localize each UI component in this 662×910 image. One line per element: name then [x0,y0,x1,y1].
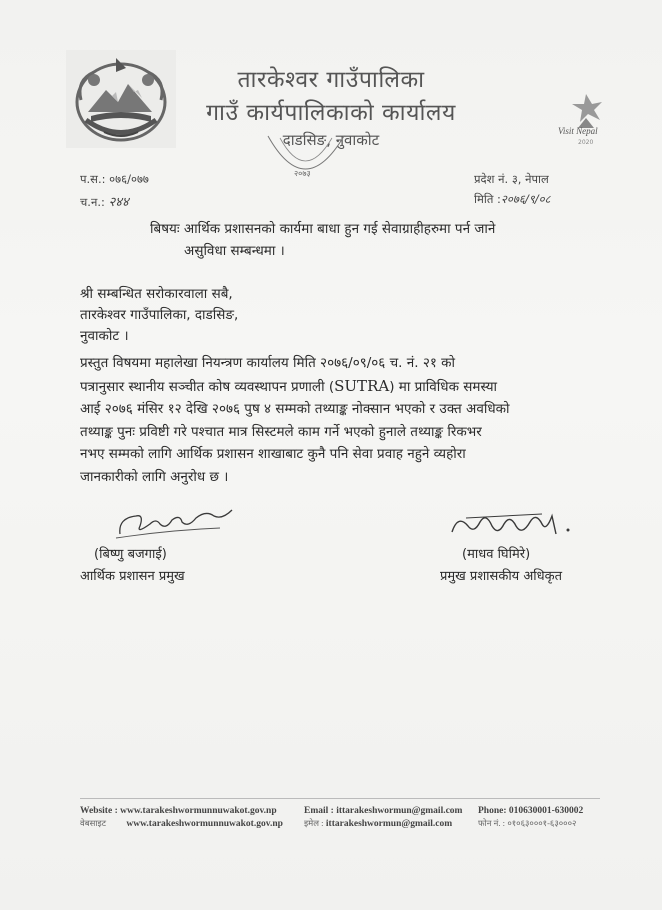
stamp-year: २०७३ [294,169,311,178]
subject [150,218,590,262]
cn-label: च.न.: [80,195,105,209]
right-signatory-title: प्रमुख प्रशासकीय अधिकृत [440,569,563,584]
website-link-2[interactable]: www.tarakeshwormunnuwakot.gov.np [126,819,283,829]
right-signature [446,508,576,546]
body-line-2 [80,375,586,399]
office-location: दाडसिङ, नुवाकोट [282,131,380,149]
phone-number-np: ०१०६३०००१-६३०००२ [507,818,577,828]
body-line-2a: पत्रानुसार स्थानीय सञ्चीत कोष व्यवस्थापन प्रणाली ( [80,378,335,395]
body-line-2c: ) मा प्राविधिक समस्या [389,378,498,395]
addressee-line-1: श्री सम्बन्धित सरोकारवाला सबै, [80,286,233,302]
office-name: गाउँ कार्यपालिकाको कार्यालय [206,100,456,126]
office-stamp [240,132,370,194]
website-label-np: वेबसाइट [80,818,106,828]
website-link[interactable]: www.tarakeshwormunnuwakot.gov.np [120,806,277,816]
date-value: २०७६/९/०८ [500,192,551,206]
addressee-line-2: तारकेश्वर गाउँपालिका, दाडसिङ, [80,307,239,323]
footer-divider [80,798,600,799]
ps-label: प.स.: [80,172,106,186]
footer-website [80,806,277,816]
subject-line-1: बिषयः आर्थिक प्रशासनको कार्यमा बाधा हुन गई सेवाग्राहीहरुमा पर्न जाने [150,221,496,237]
email-label: Email : [304,806,334,816]
body-line-3: आई २०७६ मंसिर १२ देखि २०७६ पुष ४ सम्मको तथ्याङ्क नोक्सान भएको र उक्त अवधिको [80,401,510,417]
website-label: Website : [80,806,118,816]
body-line-5: नभए सम्मको लागि आर्थिक प्रशासन शाखाबाट कुनै पनि सेवा प्रवाह नहुने व्यहोरा [80,446,466,462]
left-signature [110,500,240,542]
footer-website-np [80,818,283,829]
subject-line-2: असुविधा सम्बन्धमा । [184,243,285,259]
cn-value: २४४ [108,195,129,210]
org-name: तारकेश्वर गाउँपालिका [237,67,425,93]
email-label-np: इमेल : [304,818,324,828]
ps-value: ०७६/०७७ [109,172,149,186]
letter-date [474,192,551,207]
footer-phone-np [478,818,576,829]
visit-nepal-text: Visit Nepal [558,126,598,136]
email-link-2[interactable]: ittarakeshwormun@gmail.com [325,819,453,829]
sutra-acronym: SUTRA [334,376,390,395]
province: प्रदेश नं. ३, नेपाल [474,172,549,186]
visit-nepal-icon [556,88,618,154]
phone-label-np: फोन नं. : [478,818,505,828]
body-line-4: तथ्याङ्क पुनः प्रविष्टी गरे पश्चात मात्र सिस्टमले काम गर्ने भएको हुनाले तथ्याङ्क रिकभर [80,423,482,440]
stamp-icon [240,132,370,194]
letter-body [80,352,586,488]
visit-nepal-year: 2020 [578,139,594,146]
cn-number [80,192,129,210]
footer-email [304,806,462,816]
footer-email-np [304,818,452,829]
addressee-line-3: नुवाकोट । [80,328,129,344]
visit-nepal-logo [556,88,618,154]
phone-number: 010630001-630002 [508,806,584,816]
left-signatory-name: (बिष्णु बजगाई) [94,547,167,562]
phone-label: Phone: [478,806,507,816]
body-line-6: जानकारीको लागि अनुरोध छ । [80,468,229,485]
email-link[interactable]: ittarakeshwormun@gmail.com [336,806,463,816]
left-signatory-title: आर्थिक प्रशासन प्रमुख [80,569,185,584]
ps-number [80,172,149,187]
date-label: मिति : [474,192,501,206]
footer-phone [478,806,583,816]
right-signatory-name: (माधव घिमिरे) [462,547,531,562]
body-line-1: प्रस्तुत विषयमा महालेखा नियन्त्रण कार्यालय मिति २०७६/०९/०६ च. नं. २१ को [80,355,456,371]
